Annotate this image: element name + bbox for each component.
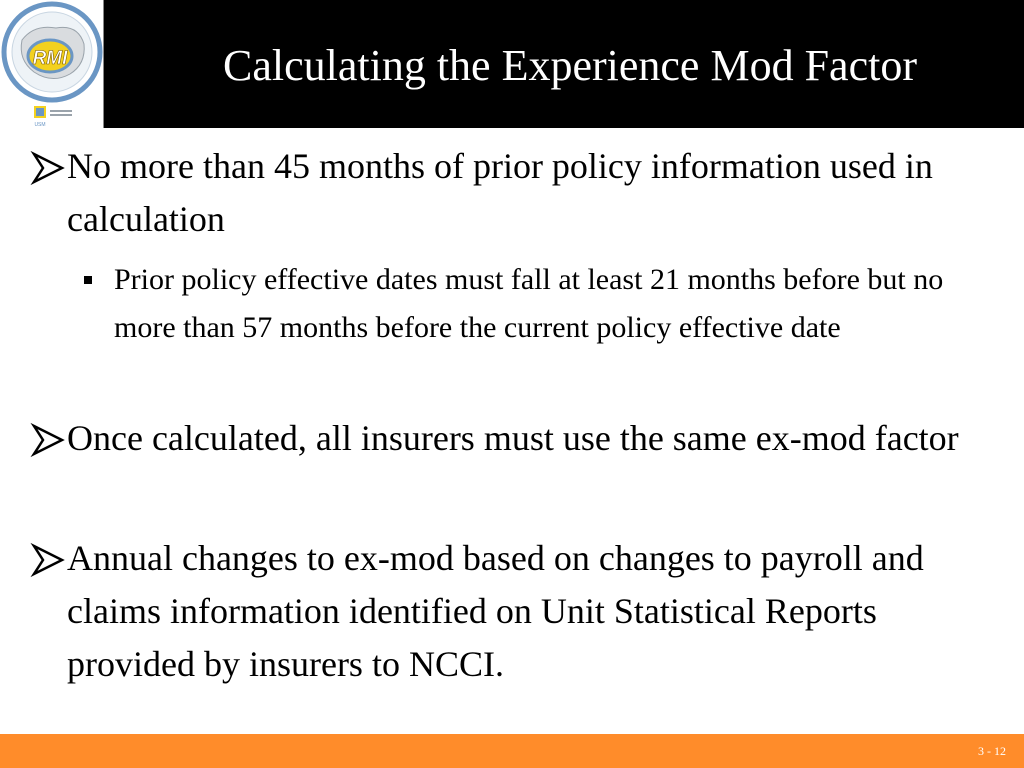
rmi-logo: [0, 0, 104, 128]
bullet-text: No more than 45 months of prior policy information used in calculation: [67, 146, 933, 239]
bullet-item: [30, 412, 1000, 518]
square-bullet-icon: [84, 276, 92, 284]
slide-footer: [0, 734, 1024, 768]
logo-sub-text: USM: [34, 122, 46, 128]
logo-text: RMI: [32, 48, 68, 69]
bullet-item: [30, 140, 1000, 246]
sub-bullet-item: [80, 256, 1000, 400]
slide-title: Calculating the Experience Mod Factor: [223, 41, 917, 90]
bullet-text: Once calculated, all insurers must use the same ex-mod factor: [67, 418, 959, 458]
bullet-item: [30, 532, 1000, 692]
arrow-bullet-icon: [30, 422, 66, 458]
sub-bullet-text: Prior policy effective dates must fall at least 21 months before but no more than 57 months before the current policy effective date: [114, 263, 944, 344]
slide-header: [0, 0, 1024, 128]
arrow-bullet-icon: [30, 150, 66, 186]
page-number: 3 - 12: [978, 744, 1006, 758]
arrow-bullet-icon: [30, 542, 66, 578]
bullet-text: Annual changes to ex-mod based on changes to payroll and claims information identified on Unit Statistical Reports provided by insurers to NCCI.: [67, 538, 924, 684]
